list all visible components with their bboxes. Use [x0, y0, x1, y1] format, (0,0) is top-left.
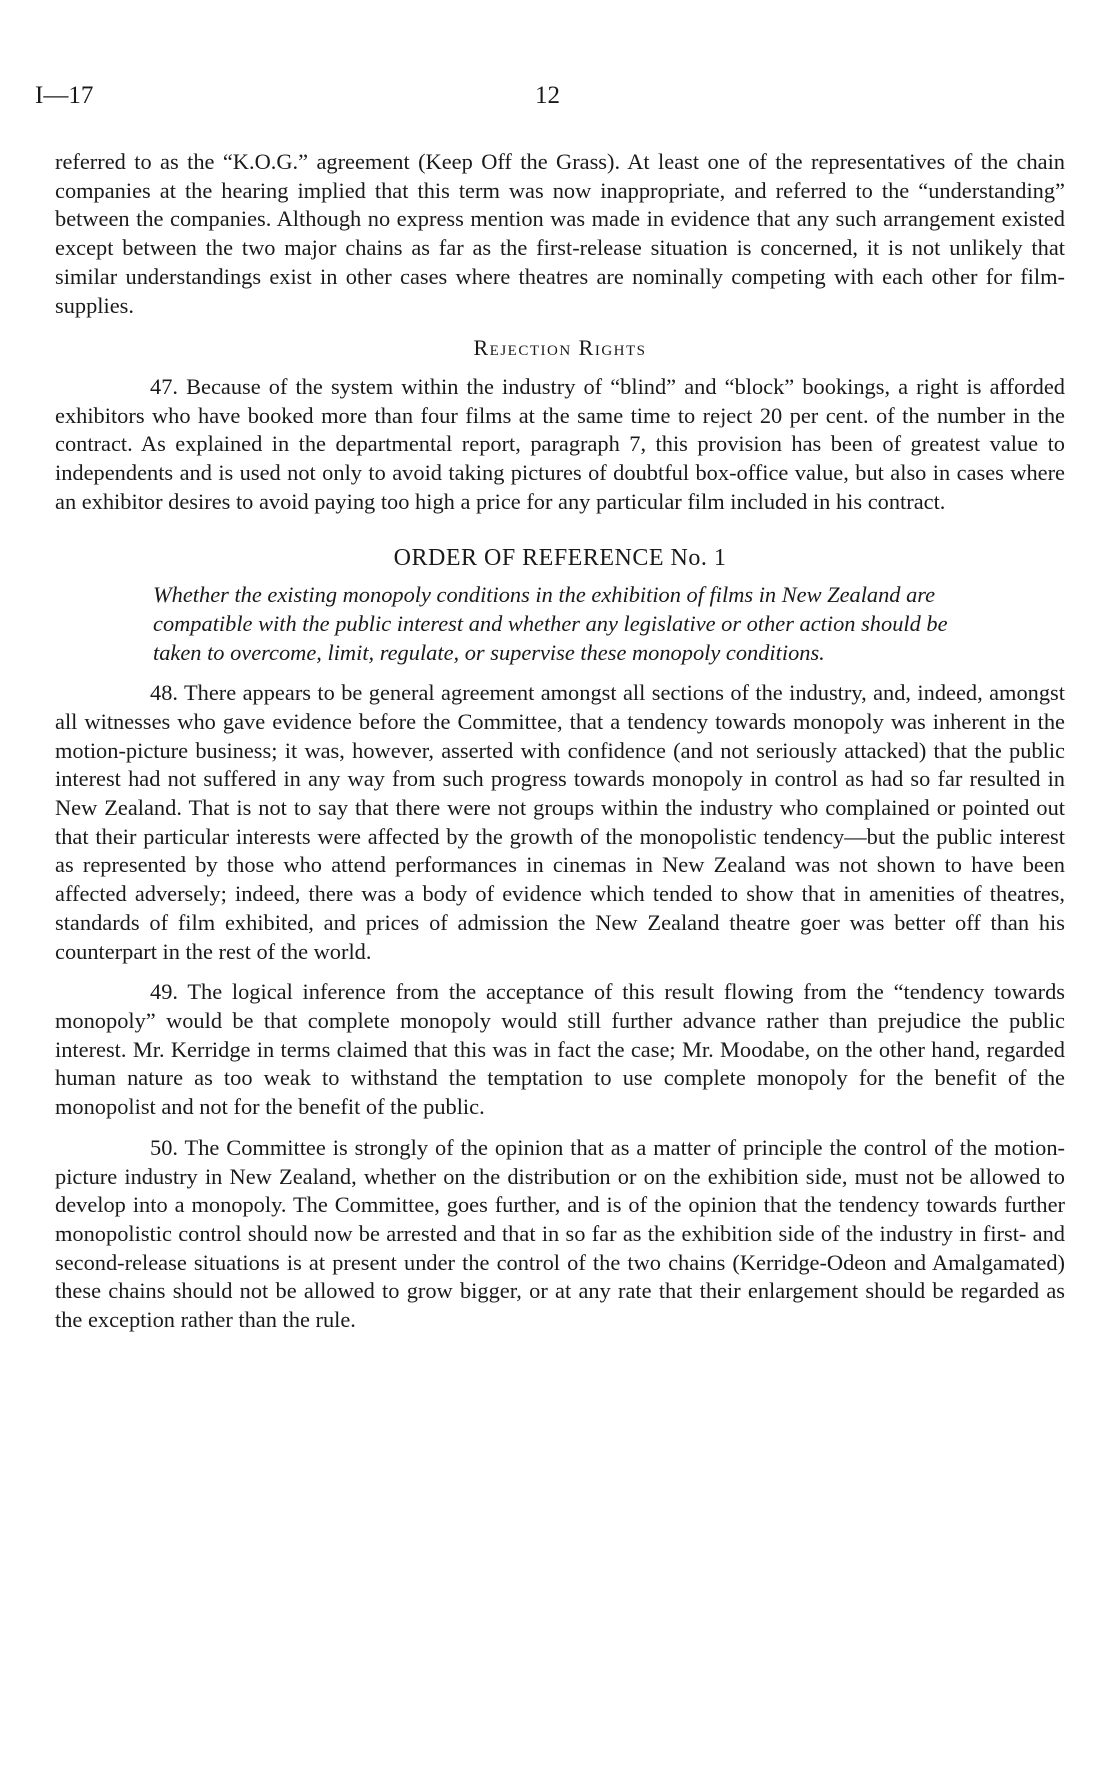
order-of-reference-text: Whether the existing monopoly conditions in the exhibition of films in New Zealand are compatible with the public interest and whether any legislative or other action should be taken to overcome, limit, regulate, or supervise these monopoly conditions.	[153, 582, 948, 665]
paragraph-continued: referred to as the “K.O.G.” agreement (Keep Off the Grass). At least one of the representatives of the chain companies at the hearing implied that this term was now inappropriate, and referred to the “understanding” between the companies. Although no express mention was made in evidence that any such arrangement existed except between the two major chains as far as the first-release situation is concerned, it is not unlikely that similar understandings exist in other cases where theatres are nominally competing with each other for film-supplies.	[55, 149, 1065, 318]
paragraph-48: 48. There appears to be general agreement amongst all sections of the industry, and, indeed, amongst all witnesses who gave evidence before the Committee, that a tendency towards monopoly was inherent in the motion-picture business; it was, however, asserted with confidence (and not seriously attacked) that the public interest had not suffered in any way from such progress towards monopoly in control as had so far resulted in New Zealand. That is not to say that there were not groups within the industry who complained or pointed out that their particular interests were affected by the growth of the monopolistic tendency—but the public interest as represented by those who attend performances in cinemas in New Zealand was not shown to have been affected adversely; indeed, there was a body of evidence which tended to show that in amenities of theatres, standards of film exhibited, and prices of admission the New Zealand theatre goer was better off than his counterpart in the rest of the world.	[55, 680, 1065, 964]
document-reference: I—17	[35, 82, 94, 109]
section-heading-rejection-rights: Rejection Rights	[473, 335, 647, 361]
paragraph-47: 47. Because of the system within the industry of “blind” and “block” bookings, a right is afforded exhibitors who have booked more than four films at the same time to reject 20 per cent. of the number in the contract. As explained in the departmental report, paragraph 7, this provision has been of greatest value to independents and is used not only to avoid taking pictures of doubtful box-office value, but also in cases where an exhibitor desires to avoid paying too high a price for any particular film included in his contract.	[55, 373, 1065, 514]
document-page	[35, 0, 1065, 1770]
page-number: 12	[535, 82, 560, 109]
section-heading-order-of-reference: ORDER OF REFERENCE No. 1	[393, 545, 727, 572]
paragraph-50: 50. The Committee is strongly of the opinion that as a matter of principle the control of the motion-picture industry in New Zealand, whether on the distribution or on the exhibition side, must not be allowed to develop into a monopoly. The Committee, goes further, and is of the opinion that the tendency towards further monopolistic control should now be arrested and that in so far as the exhibition side of the industry in first- and second-release situations is at present under the control of the two chains (Kerridge-Odeon and Amalgamated) these chains should not be allowed to grow bigger, or at any rate that their enlargement should be regarded as the exception rather than the rule.	[55, 1134, 1065, 1333]
paragraph-49: 49. The logical inference from the acceptance of this result flowing from the “tendency towards monopoly” would be that complete monopoly would still further advance rather than prejudice the public interest. Mr. Kerridge in terms claimed that this was in fact the case; Mr. Moodabe, on the other hand, regarded human nature as too weak to withstand the temptation to use complete monopoly for the benefit of the monopolist and not for the benefit of the public.	[55, 979, 1065, 1120]
document-body	[55, 148, 1065, 1335]
page-header	[35, 82, 1065, 118]
